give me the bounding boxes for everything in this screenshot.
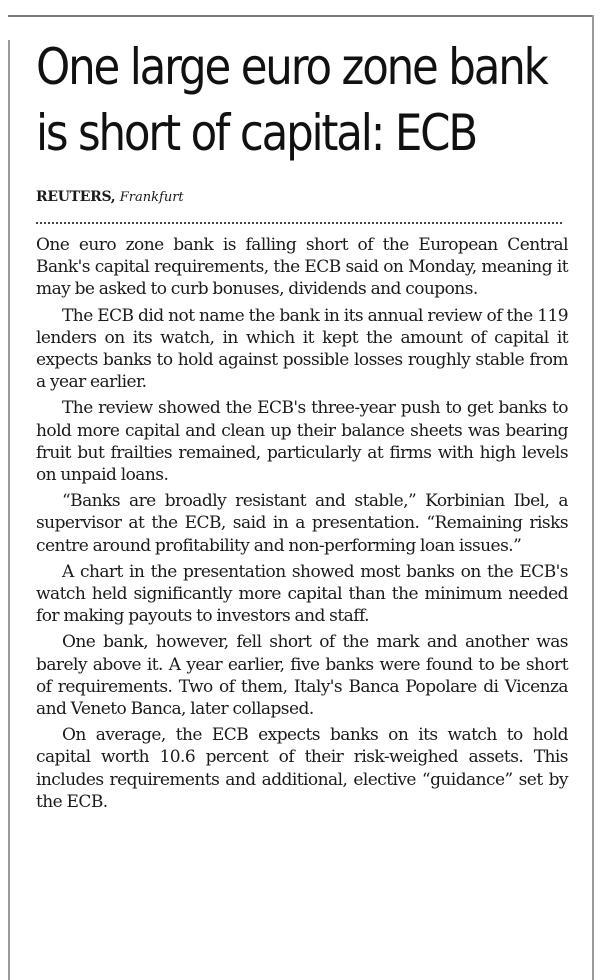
paragraph-1: One euro zone bank is falling short of the European Central Bank's capital requirements, the ECB said on Monday, meaning it may be asked to curb bonuses, dividends and coupons. <box>36 235 568 300</box>
paragraph-2: The ECB did not name the bank in its annual review of the 119 lenders on its watch, in which it kept the amount of capital it expects banks to hold against possible losses roughly stable from a year earlier. <box>36 305 568 393</box>
dotted-separator <box>36 222 562 224</box>
headline-line-2: is short of capital: ECB <box>36 104 477 162</box>
paragraph-4: “Banks are broadly resistant and stable,” Korbinian Ibel, a supervisor at the ECB, said in a presentation. “Remaining risks centre around profitability and non-performing loan issues.” <box>36 491 568 556</box>
column-top-rule <box>8 15 593 17</box>
paragraph-3: The review showed the ECB's three-year push to get banks to hold more capital and clean up their balance sheets was bearing fruit but frailties remained, particularly at firms with high levels on unpaid loans. <box>36 398 568 486</box>
column-right-rule <box>592 15 594 980</box>
paragraph-6: One bank, however, fell short of the mark and another was barely above it. A year earlier, five banks were found to be short of requirements. Two of them, Italy's Banca Popolare di Vicenza and Veneto Banca, later collapsed. <box>36 632 568 720</box>
byline <box>36 188 184 207</box>
paragraph-5: A chart in the presentation showed most banks on the ECB's watch held significantly more capital than the minimum needed for making payouts to investors and staff. <box>36 561 568 627</box>
byline-agency: REUTERS, <box>36 189 116 205</box>
article-body <box>36 234 568 817</box>
paragraph-7: On average, the ECB expects banks on its watch to hold capital worth 10.6 percent of their risk-weighed assets. This includes requirements and additional, elective “guidance” set by the ECB. <box>36 725 568 812</box>
headline <box>36 34 547 166</box>
byline-city: Frankfurt <box>119 190 184 205</box>
column-left-rule <box>8 40 10 980</box>
headline-line-1: One large euro zone bank <box>36 38 547 96</box>
